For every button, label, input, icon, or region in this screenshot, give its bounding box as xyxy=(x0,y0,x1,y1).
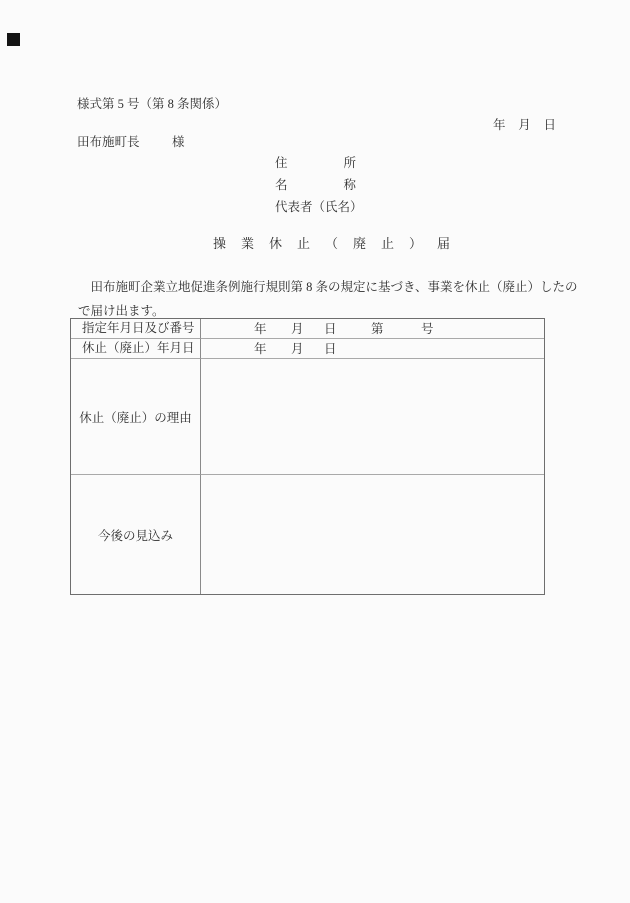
day-label: 日 xyxy=(543,118,556,132)
body-paragraph xyxy=(78,275,578,323)
number-prefix-label: 第 xyxy=(371,322,384,336)
addressee: 田布施町長 xyxy=(77,135,140,149)
address-label-first: 住 xyxy=(275,156,288,170)
name-label-first: 名 xyxy=(275,178,288,192)
table-row-outlook-value xyxy=(201,475,544,594)
body-line-1: 田布施町企業立地促進条例施行規則第 8 条の規定に基づき、事業を休止（廃止）したの xyxy=(90,280,578,294)
scan-artifact-mark xyxy=(7,33,20,46)
day-label: 日 xyxy=(324,322,337,336)
month-label: 月 xyxy=(518,118,531,132)
representative-label: 代表者（氏名） xyxy=(275,200,363,214)
month-label: 月 xyxy=(291,322,304,336)
month-label: 月 xyxy=(291,342,304,356)
year-label: 年 xyxy=(493,118,506,132)
number-suffix-label: 号 xyxy=(421,322,434,336)
name-label-last: 称 xyxy=(343,178,356,192)
addressee-honorific: 様 xyxy=(172,135,185,149)
table-row-suspension-date-label: 休止（廃止）年月日 xyxy=(71,339,201,359)
table-row-designation-value xyxy=(201,319,544,339)
form-number: 様式第 5 号（第 8 条関係） xyxy=(77,97,228,111)
date-line xyxy=(493,117,556,133)
form-table xyxy=(70,318,545,595)
table-row-designation-label: 指定年月日及び番号 xyxy=(71,319,201,339)
table-row-reason-label: 休止（廃止）の理由 xyxy=(71,359,201,475)
body-line-2: で届け出ます。 xyxy=(78,304,165,318)
address-label-last: 所 xyxy=(343,156,356,170)
table-row-reason-value xyxy=(201,359,544,475)
table-row-outlook-label: 今後の見込み xyxy=(71,475,201,594)
day-label: 日 xyxy=(324,342,337,356)
year-label: 年 xyxy=(254,342,267,356)
table-row-suspension-date-value xyxy=(201,339,544,359)
address-label xyxy=(275,155,356,171)
document-title: 操業休止（廃止）届 xyxy=(213,236,466,251)
name-label xyxy=(275,177,356,193)
year-label: 年 xyxy=(254,322,267,336)
